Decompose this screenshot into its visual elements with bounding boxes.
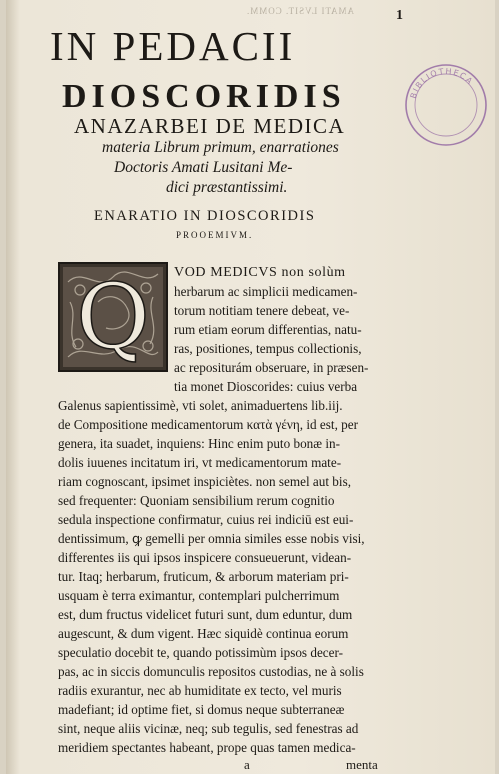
page-number: 1	[396, 8, 403, 23]
faded-show-through-header: AMATI LVSIT. COMM.	[246, 6, 355, 16]
body-line: madefiant; id optime fiet, si domus neque subterraneæ	[58, 702, 345, 717]
body-line: torum notitiam tenere debeat, ve-	[174, 303, 350, 318]
book-page	[6, 0, 495, 774]
subtitle-line-3: dici præstantissimi.	[166, 179, 288, 196]
body-line: VOD MEDICVS non solùm	[174, 265, 346, 280]
body-line: genera, ita suadet, inquiens: Hinc enim puto bonæ in-	[58, 436, 341, 451]
subtitle-line-1: materia Librum primum, enarrationes	[102, 139, 339, 156]
svg-text:BIBLIOTHECA	[409, 67, 475, 100]
body-line: de Compositione medicamentorum κατὰ γένη, id est, per	[58, 417, 359, 432]
body-line: ras, positiones, tempus collectionis,	[174, 341, 362, 356]
body-line: Galenus sapientissimè, vti solet, animaduertens lib.iij.	[58, 398, 343, 413]
catchword: menta	[346, 757, 378, 772]
title-line-2: DIOSCORIDIS	[62, 78, 346, 115]
body-line: herbarum ac simplicii medicamen-	[174, 284, 358, 299]
body-line: meridiem spectantes habeant, prope quas tamen medica-	[58, 740, 356, 755]
body-line: ac repositurám obseruare, in præsen-	[174, 360, 369, 375]
drop-cap-ornament-icon	[58, 262, 168, 372]
body-line: pas, ac in siccis domunculis repositos custodias, ne à solis	[58, 664, 364, 679]
subtitle-line-2: Doctoris Amati Lusitani Me-	[114, 159, 293, 176]
section-heading: ENARATIO IN DIOSCORIDIS	[94, 208, 316, 224]
body-line: dolis iuuenes incitatum iri, vt medicamentorum mate-	[58, 455, 342, 470]
body-line: sedula inspectione confirmatur, cuius rei indiciū est eui-	[58, 512, 354, 527]
body-line: augescunt, & dum vigent. Hæc siquidè continua eorum	[58, 626, 349, 641]
signature-mark: a	[244, 757, 250, 772]
body-line: speculatio docebit te, quando potissimùm ipsos decer-	[58, 645, 344, 660]
section-subheading: PROOEMIVM.	[176, 230, 254, 240]
body-line: sint, neque aliis vicinæ, neq; sub tegulis, sed fenestras ad	[58, 721, 359, 736]
stamp-text: BIBLIOTHECA	[408, 66, 476, 100]
title-line-3: ANAZARBEI DE MEDICA	[74, 114, 346, 138]
body-line: dentissimum, ꝙ gemelli per omnia similes esse nobis visi,	[58, 531, 365, 546]
body-line: differentes iis qui ipsos inspicere consueuerunt, videan-	[58, 550, 352, 565]
body-line: tia monet Dioscorides: cuius verba	[174, 379, 358, 394]
body-line: usquam è terra eximantur, contemplari pulcherrimum	[58, 588, 340, 603]
title-line-1: IN PEDACII	[50, 23, 296, 69]
body-line: radiis exurantur, nec ab humiditate ex tecto, vel muris	[58, 683, 342, 698]
library-stamp-icon	[403, 62, 489, 148]
drop-cap-letter: Q	[76, 265, 150, 370]
body-line: sed frequenter: Quoniam sensibilium rerum cognitio	[58, 493, 335, 508]
body-line: rum etiam eorum differentias, natu-	[174, 322, 362, 337]
body-line: est, dum fructus videlicet futuri sunt, dum eduntur, dum	[58, 607, 353, 622]
body-line: tur. Itaq; herbarum, fruticum, & arborum materiam pri-	[58, 569, 349, 584]
body-line: riam cognoscant, ipsimet inspiciètes. non semel aut bis,	[58, 474, 351, 489]
